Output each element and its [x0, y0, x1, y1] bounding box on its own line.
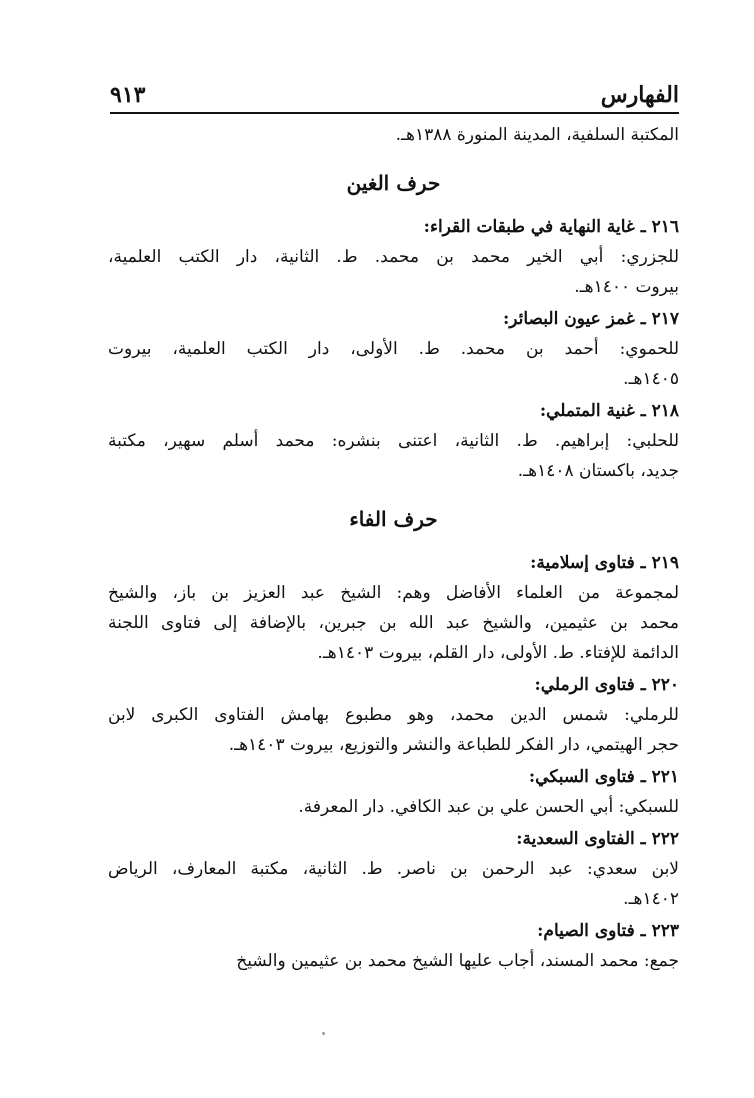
entry-description	[108, 578, 679, 668]
entry-description	[108, 946, 679, 976]
entry-line: للحموي: أحمد بن محمد. ط. الأولى، دار الكتب العلمية، بيروت	[108, 339, 679, 359]
page-body	[108, 120, 679, 976]
scan-speck	[322, 1032, 325, 1035]
entry-line: لمجموعة من العلماء الأفاضل وهم: الشيخ عبد العزيز بن باز، والشيخ	[108, 583, 679, 603]
section-heading: حرف الغين	[346, 171, 441, 195]
entry-line: للحلبي: إبراهيم. ط. الثانية، اعتنى بنشره: محمد أسلم سهير، مكتبة	[108, 431, 679, 451]
entry-heading: ٢١٦ ـ غاية النهاية في طبقات القراء:	[423, 217, 679, 237]
entry-line: ١٤٠٥هـ.	[623, 369, 679, 389]
entry-line: جديد، باكستان ١٤٠٨هـ.	[517, 461, 679, 481]
running-title: الفهارس	[600, 82, 679, 108]
entry-description	[108, 334, 679, 394]
entry-description	[108, 700, 679, 760]
entry-line: للجزري: أبي الخير محمد بن محمد. ط. الثانية، دار الكتب العلمية،	[108, 247, 679, 267]
entry-description	[108, 854, 679, 914]
section-heading: حرف الفاء	[349, 507, 438, 531]
entry-heading: ٢٢٠ ـ فتاوى الرملي:	[534, 675, 679, 695]
entry-heading: ٢١٨ ـ غنية المتملي:	[539, 401, 679, 421]
entry-line: الدائمة للإفتاء. ط. الأولى، دار القلم، بيروت ١٤٠٣هـ.	[317, 643, 679, 663]
entry-line: بيروت ١٤٠٠هـ.	[574, 277, 679, 297]
entry-heading: ٢٢١ ـ فتاوى السبكي:	[528, 767, 679, 787]
entry-line: للرملي: شمس الدين محمد، وهو مطبوع بهامش الفتاوى الكبرى لابن	[108, 705, 679, 725]
entry-heading: ٢٢٣ ـ فتاوى الصيام:	[537, 921, 679, 941]
entry-heading: ٢١٩ ـ فتاوى إسلامية:	[530, 553, 679, 573]
intro-line: المكتبة السلفية، المدينة المنورة ١٣٨٨هـ.	[395, 125, 679, 145]
entry-line: للسبكي: أبي الحسن علي بن عبد الكافي. دار المعرفة.	[298, 797, 679, 817]
page-header	[110, 74, 679, 114]
entry-line: حجر الهيتمي، دار الفكر للطباعة والنشر والتوزيع، بيروت ١٤٠٣هـ.	[228, 735, 679, 755]
entry-line: محمد بن عثيمين، والشيخ عبد الله بن جبرين، بالإضافة إلى فتاوى اللجنة	[108, 613, 679, 633]
entry-description	[108, 792, 679, 822]
entry-line: ١٤٠٢هـ.	[623, 889, 679, 909]
page-number: ٩١٣	[110, 82, 146, 108]
entry-line: لابن سعدي: عبد الرحمن بن ناصر. ط. الثانية، مكتبة المعارف، الرياض	[108, 859, 679, 879]
entry-heading: ٢٢٢ ـ الفتاوى السعدية:	[516, 829, 679, 849]
entry-heading: ٢١٧ ـ غمز عيون البصائر:	[502, 309, 679, 329]
entry-line: جمع: محمد المسند، أجاب عليها الشيخ محمد بن عثيمين والشيخ	[236, 951, 679, 971]
entry-description	[108, 242, 679, 302]
entry-description	[108, 426, 679, 486]
